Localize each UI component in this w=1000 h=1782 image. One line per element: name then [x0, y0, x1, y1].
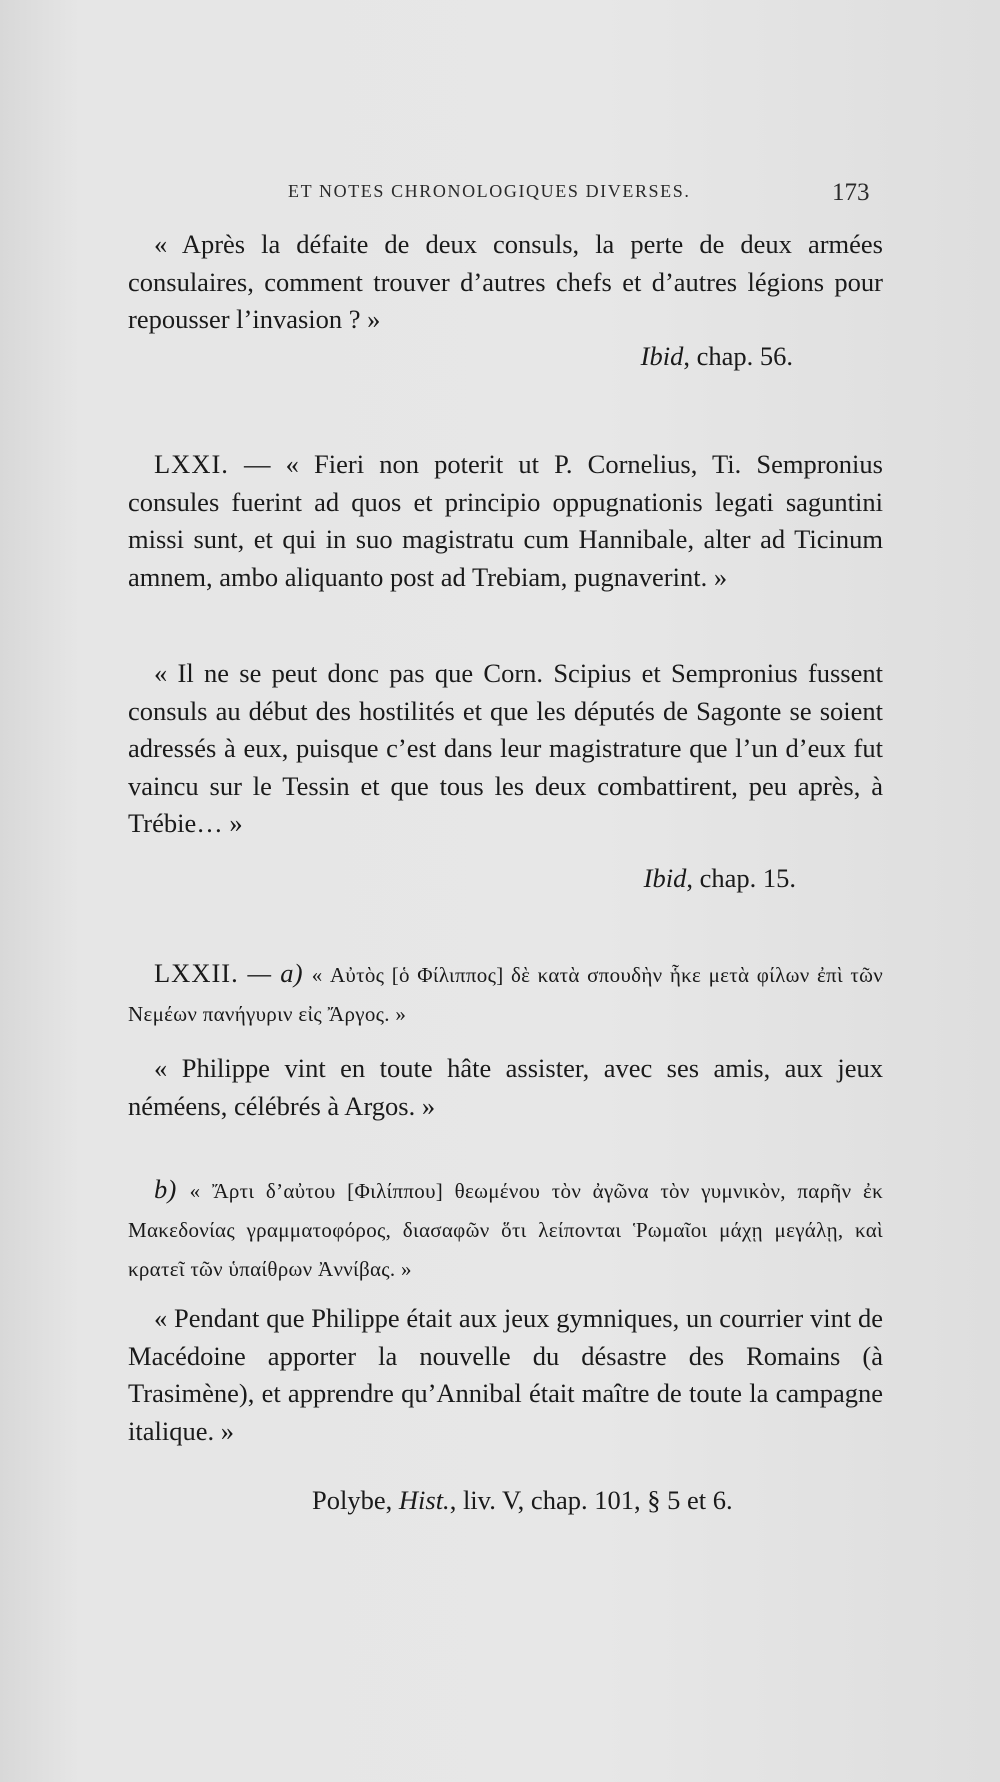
- citation-ibid-15: [128, 860, 796, 897]
- paragraph-french-translation-lxxi: [128, 655, 883, 843]
- section-lxxii-a-greek: [128, 954, 883, 1034]
- paragraph-french-translation-a: [128, 1050, 883, 1125]
- paragraph-text: « Philippe vint en toute hâte assister, avec ses amis, aux jeux néméens, célébrés à Argos. »: [128, 1053, 883, 1121]
- paragraph-french-quote-1: [128, 226, 883, 339]
- citation-author: Polybe,: [312, 1485, 399, 1515]
- running-title: ET NOTES CHRONOLOGIQUES DIVERSES.: [288, 181, 691, 201]
- citation-location: , liv. V, chap. 101, § 5 et 6.: [449, 1485, 733, 1515]
- section-lxxii-b-greek: [128, 1170, 883, 1289]
- citation-work: Ibid: [640, 341, 684, 371]
- paragraph-text: « Après la défaite de deux consuls, la perte de deux armées consulaires, comment trouver d’autres chefs et d’autres légions pour repousser l’invasion ? »: [128, 229, 883, 334]
- subsection-marker-a: — a): [238, 958, 312, 988]
- paragraph-text: « Pendant que Philippe était aux jeux gymniques, un courrier vint de Macédoine apporter la nouvelle du désastre des Romains (à Trasimène), et apprendre qu’Annibal était maître de toute la campagne italique. »: [128, 1303, 883, 1446]
- latin-quote: — « Fieri non poterit ut P. Cornelius, Ti. Sempronius consules fuerint ad quos et principio oppugnationis legati saguntini missi sunt, et qui in suo magistratu cum Hannibale, alter ad Ticinum amnem, ambo aliquanto post ad Trebiam, pugnaverint. »: [128, 449, 883, 592]
- paragraph-french-translation-b: [128, 1300, 883, 1450]
- subsection-marker-b: b): [154, 1174, 190, 1204]
- page-number: 173: [832, 179, 870, 206]
- citation-work: Ibid: [643, 863, 687, 893]
- greek-quote-b: « Ἄρτι δ’αὐτου [Φιλίππου] θεωμένου τὸν ἀγῶνα τὸν γυμνικὸν, παρῆν ἐκ Μακεδονίας γραμματοφόρος, διασαφῶν ὅτι λείπονται Ῥωμαῖοι μάχῃ μεγάλῃ, καὶ κρατεῖ τῶν ὑπαίθρων Ἀννίβας. »: [128, 1179, 883, 1281]
- section-label-lxxi: LXXI.: [154, 449, 229, 479]
- citation-work: Hist.: [398, 1485, 450, 1515]
- citation-polybe: [128, 1482, 883, 1519]
- greek-quote-a: « Αὐτὸς [ὁ Φίλιππος] δὲ κατὰ σπουδὴν ἧκε μετὰ φίλων ἐπὶ τῶν Νεμέων πανήγυριν εἰς Ἄργος. »: [128, 963, 883, 1026]
- paragraph-text: « Il ne se peut donc pas que Corn. Scipius et Sempronius fussent consuls au début des hostilités et que les députés de Sagonte se soient adressés à eux, puisque c’est dans leur magistrature que l’un d’eux fut vaincu sur le Tessin et que tous les deux combattirent, peu après, à Trébie… »: [128, 658, 883, 838]
- citation-location: , chap. 56.: [683, 341, 793, 371]
- citation-location: , chap. 15.: [686, 863, 796, 893]
- citation-ibid-56: [128, 338, 793, 375]
- section-label-lxxii: LXXII.: [154, 958, 239, 988]
- section-lxxi-latin: [128, 446, 883, 596]
